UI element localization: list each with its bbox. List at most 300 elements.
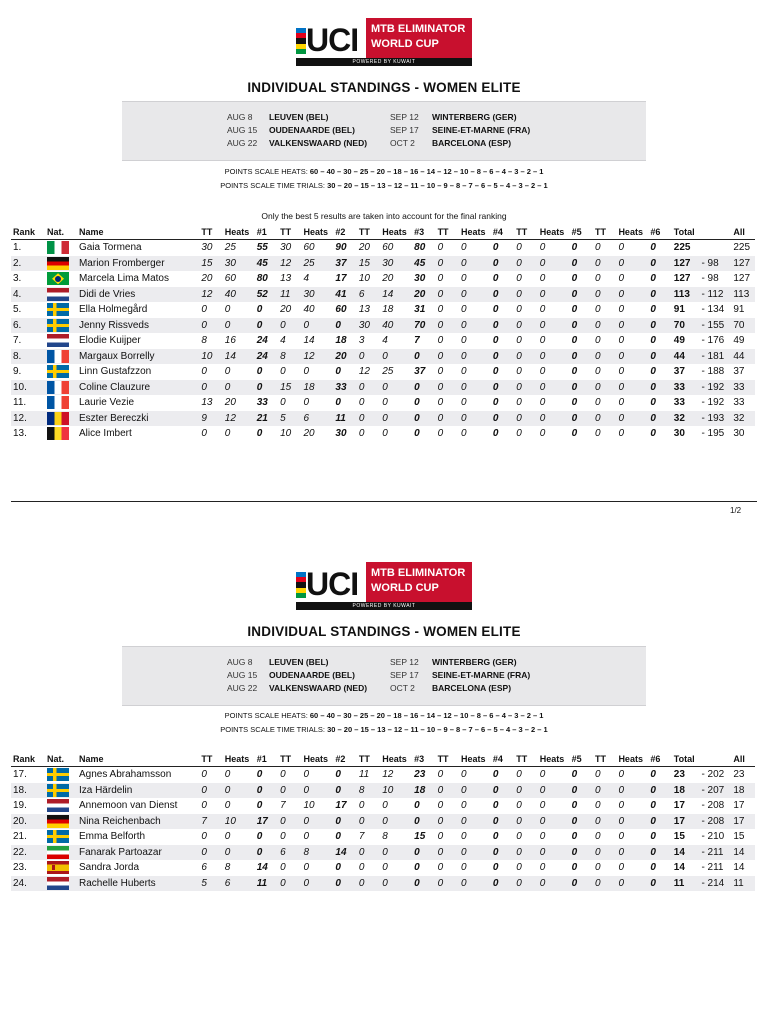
points-cell: 0 xyxy=(618,350,624,362)
race-total-cell: 31 xyxy=(414,304,426,316)
points-cell: 0 xyxy=(358,800,365,812)
race-total-cell: 0 xyxy=(492,288,499,300)
points-cell: 0 xyxy=(382,800,388,812)
table-row xyxy=(11,318,755,334)
race-total-cell: 90 xyxy=(335,242,347,254)
race-total-cell: 21 xyxy=(256,412,268,424)
all-points-cell: 113 xyxy=(733,288,750,300)
race-total-cell: 0 xyxy=(414,862,420,874)
points-cell: 0 xyxy=(382,846,388,858)
race-total-cell: 14 xyxy=(256,862,268,874)
gap-cell: - 195 xyxy=(701,428,725,440)
points-cell: 0 xyxy=(539,800,546,812)
points-cell: 0 xyxy=(595,831,601,843)
race-total-cell: 0 xyxy=(650,304,656,316)
points-cell: 0 xyxy=(460,862,467,874)
table-row xyxy=(11,364,755,380)
nation-cell xyxy=(45,318,77,334)
points-cell: 0 xyxy=(516,412,522,424)
rank-cell: 10. xyxy=(13,381,27,393)
points-cell: 0 xyxy=(539,412,546,424)
points-cell: 0 xyxy=(382,862,388,874)
table-row xyxy=(11,767,755,783)
gap-cell: - 193 xyxy=(701,412,725,424)
points-cell: 12 xyxy=(280,257,292,269)
rank-cell: 5. xyxy=(13,304,22,316)
race-total-cell: 17 xyxy=(335,800,347,812)
gap-cell: - 208 xyxy=(701,815,725,827)
table-row xyxy=(11,783,755,799)
nation-cell xyxy=(45,814,77,830)
table-row xyxy=(11,333,755,349)
points-cell: 0 xyxy=(303,831,310,843)
race-total-cell: 7 xyxy=(414,335,420,347)
column-header: TT xyxy=(280,754,292,764)
column-header: Heats xyxy=(224,754,250,764)
points-cell: 0 xyxy=(358,815,365,827)
race-total-cell: 0 xyxy=(650,381,656,393)
nation-cell xyxy=(45,876,77,892)
rank-cell: 7. xyxy=(13,335,22,347)
points-cell: 0 xyxy=(539,769,546,781)
rider-name: Marcela Lima Matos xyxy=(78,273,169,285)
race-total-cell: 0 xyxy=(650,273,656,285)
event-date: OCT 2 xyxy=(390,683,415,693)
table-row xyxy=(11,271,755,287)
total-cell: 70 xyxy=(673,319,685,331)
total-cell: 37 xyxy=(673,366,685,378)
points-cell: 0 xyxy=(539,815,546,827)
points-cell: 0 xyxy=(201,304,207,316)
points-cell: 0 xyxy=(280,877,286,889)
table-row xyxy=(11,798,755,814)
race-total-cell: 0 xyxy=(256,784,263,796)
rider-name: Gaia Tormena xyxy=(78,242,142,254)
event-city: OUDENAARDE (BEL) xyxy=(269,125,355,135)
flag-bra-icon xyxy=(47,272,69,285)
points-cell: 60 xyxy=(303,242,315,254)
event-date: SEP 12 xyxy=(390,657,419,667)
race-total-cell: 37 xyxy=(335,257,347,269)
points-cell: 0 xyxy=(595,769,601,781)
points-cell: 0 xyxy=(516,304,522,316)
race-total-cell: 0 xyxy=(492,350,499,362)
nation-cell xyxy=(45,829,77,845)
race-total-cell: 15 xyxy=(414,831,426,843)
column-header: Total xyxy=(673,227,695,237)
column-header: Heats xyxy=(460,227,486,237)
points-cell: 30 xyxy=(382,257,394,269)
race-total-cell: 23 xyxy=(414,769,426,781)
events-box xyxy=(122,646,646,706)
logo-uci-text: UCI xyxy=(306,22,359,58)
points-cell: 0 xyxy=(618,304,624,316)
race-total-cell: 24 xyxy=(256,350,268,362)
total-cell: 44 xyxy=(673,350,685,362)
points-cell: 0 xyxy=(437,815,444,827)
nation-cell xyxy=(45,271,77,287)
points-cell: 25 xyxy=(303,257,315,269)
race-total-cell: 0 xyxy=(571,273,578,285)
gap-cell: - 98 xyxy=(701,257,719,269)
flag-rou-icon xyxy=(47,412,69,425)
points-cell: 0 xyxy=(595,304,601,316)
points-cell: 12 xyxy=(303,350,315,362)
points-cell: 0 xyxy=(516,397,522,409)
points-cell: 0 xyxy=(516,273,522,285)
column-header: Heats xyxy=(539,754,565,764)
all-points-cell: 17 xyxy=(733,815,745,827)
column-header: TT xyxy=(358,227,370,237)
flag-swe-icon xyxy=(47,830,69,843)
points-cell: 0 xyxy=(280,784,286,796)
points-cell: 0 xyxy=(460,381,467,393)
points-cell: 0 xyxy=(460,831,467,843)
column-header: #5 xyxy=(571,754,582,764)
points-cell: 0 xyxy=(595,242,601,254)
points-cell: 0 xyxy=(516,800,522,812)
column-header: #1 xyxy=(256,227,267,237)
flag-swe-icon xyxy=(47,784,69,797)
race-total-cell: 0 xyxy=(650,815,656,827)
points-cell: 0 xyxy=(201,366,207,378)
points-cell: 30 xyxy=(280,242,292,254)
race-total-cell: 17 xyxy=(335,273,347,285)
nation-cell xyxy=(45,783,77,799)
points-cell: 0 xyxy=(595,381,601,393)
rider-name: Emma Belforth xyxy=(78,831,146,843)
column-header: #2 xyxy=(335,227,346,237)
points-cell: 0 xyxy=(437,831,444,843)
points-cell: 0 xyxy=(460,242,467,254)
points-cell: 0 xyxy=(595,877,601,889)
all-points-cell: 17 xyxy=(733,800,745,812)
points-cell: 0 xyxy=(280,319,286,331)
rank-cell: 9. xyxy=(13,366,22,378)
points-cell: 0 xyxy=(201,428,207,440)
points-cell: 30 xyxy=(358,319,370,331)
column-header: #2 xyxy=(335,754,346,764)
page-number: 1/2 xyxy=(730,506,742,515)
points-cell: 60 xyxy=(382,242,394,254)
race-total-cell: 0 xyxy=(492,242,499,254)
points-cell: 0 xyxy=(618,831,624,843)
table-row xyxy=(11,380,755,396)
points-cell: 4 xyxy=(382,335,388,347)
points-cell: 0 xyxy=(539,242,546,254)
event-date: AUG 22 xyxy=(227,138,258,148)
points-cell: 18 xyxy=(303,381,315,393)
points-scale-heats: POINTS SCALE HEATS: 60 – 40 – 30 – 25 – 20 – 18 – 16 – 14 – 12 – 10 – 8 – 6 – 4 – 3 – 2 – 1 xyxy=(224,711,544,720)
column-header: Heats xyxy=(460,754,486,764)
rank-cell: 18. xyxy=(13,784,27,796)
points-cell: 0 xyxy=(516,366,522,378)
points-cell: 5 xyxy=(280,412,286,424)
points-cell: 40 xyxy=(224,288,236,300)
points-cell: 10 xyxy=(358,273,370,285)
points-cell: 0 xyxy=(437,257,444,269)
gap-cell: - 211 xyxy=(701,846,724,858)
points-cell: 10 xyxy=(280,428,292,440)
column-header: Total xyxy=(673,754,695,764)
all-points-cell: 18 xyxy=(733,784,745,796)
rank-cell: 19. xyxy=(13,800,27,812)
points-cell: 0 xyxy=(460,366,467,378)
column-header: TT xyxy=(437,227,449,237)
points-cell: 15 xyxy=(201,257,213,269)
points-cell: 13 xyxy=(201,397,213,409)
points-cell: 0 xyxy=(224,831,231,843)
page-title: INDIVIDUAL STANDINGS - WOMEN ELITE xyxy=(247,80,521,95)
points-cell: 8 xyxy=(224,862,231,874)
race-total-cell: 0 xyxy=(650,784,656,796)
points-cell: 20 xyxy=(224,397,236,409)
total-cell: 15 xyxy=(673,831,685,843)
events-box xyxy=(122,101,646,161)
all-points-cell: 49 xyxy=(733,335,745,347)
points-cell: 20 xyxy=(201,273,213,285)
column-header: Heats xyxy=(382,227,407,237)
rank-cell: 8. xyxy=(13,350,22,362)
rider-name: Nina Reichenbach xyxy=(78,815,161,827)
event-city: VALKENSWAARD (NED) xyxy=(269,138,368,148)
event-date: AUG 15 xyxy=(227,125,258,135)
race-total-cell: 0 xyxy=(256,428,263,440)
points-cell: 0 xyxy=(437,288,444,300)
points-cell: 0 xyxy=(595,397,601,409)
flag-swe-icon xyxy=(47,319,69,332)
column-header: Rank xyxy=(13,754,36,764)
table-row xyxy=(11,426,755,442)
table-row xyxy=(11,240,755,256)
points-cell: 0 xyxy=(224,769,231,781)
points-cell: 0 xyxy=(437,846,444,858)
points-cell: 0 xyxy=(539,862,546,874)
race-total-cell: 0 xyxy=(650,242,656,254)
rider-name: Alice Imbert xyxy=(78,428,132,440)
all-points-cell: 30 xyxy=(733,428,745,440)
event-date: AUG 8 xyxy=(227,112,253,122)
logo-line2: WORLD CUP xyxy=(371,582,439,594)
race-total-cell: 0 xyxy=(492,335,499,347)
total-cell: 33 xyxy=(673,381,685,393)
race-total-cell: 0 xyxy=(571,381,578,393)
points-cell: 0 xyxy=(224,428,231,440)
points-cell: 11 xyxy=(358,769,370,781)
points-cell: 9 xyxy=(201,412,207,424)
race-total-cell: 0 xyxy=(492,428,499,440)
event-city: VALKENSWAARD (NED) xyxy=(269,683,368,693)
rider-name: Ella Holmegård xyxy=(78,304,148,316)
points-cell: 11 xyxy=(280,288,291,300)
table-end-rule xyxy=(11,501,757,502)
points-cell: 0 xyxy=(437,862,444,874)
gap-cell: - 192 xyxy=(701,381,725,393)
points-cell: 8 xyxy=(382,831,388,843)
points-cell: 0 xyxy=(280,862,286,874)
rider-name: Linn Gustafzzon xyxy=(78,366,152,378)
race-total-cell: 0 xyxy=(571,257,578,269)
points-cell: 25 xyxy=(224,242,236,254)
all-points-cell: 127 xyxy=(733,273,751,285)
table-row xyxy=(11,349,755,365)
points-cell: 0 xyxy=(595,366,601,378)
points-cell: 0 xyxy=(618,273,624,285)
points-cell: 0 xyxy=(303,862,310,874)
points-cell: 0 xyxy=(618,288,624,300)
flag-ger-icon xyxy=(47,257,69,270)
points-cell: 0 xyxy=(303,815,310,827)
points-cell: 6 xyxy=(358,288,365,300)
race-total-cell: 0 xyxy=(492,381,499,393)
points-cell: 0 xyxy=(358,862,365,874)
flag-ita-icon xyxy=(47,241,69,254)
nation-cell xyxy=(45,240,77,256)
rank-cell: 23. xyxy=(13,862,27,874)
race-total-cell: 0 xyxy=(335,862,341,874)
points-cell: 0 xyxy=(460,304,467,316)
column-header: Heats xyxy=(303,754,329,764)
column-header: TT xyxy=(516,754,528,764)
points-cell: 30 xyxy=(201,242,213,254)
points-cell: 0 xyxy=(280,769,286,781)
points-cell: 0 xyxy=(539,877,546,889)
page-title: INDIVIDUAL STANDINGS - WOMEN ELITE xyxy=(247,624,521,639)
points-cell: 0 xyxy=(539,319,546,331)
table-row xyxy=(11,256,755,272)
points-cell: 0 xyxy=(437,784,444,796)
race-total-cell: 0 xyxy=(256,800,263,812)
rank-cell: 22. xyxy=(13,846,27,858)
gap-cell: - 155 xyxy=(701,319,725,331)
points-cell: 6 xyxy=(303,412,310,424)
points-cell: 0 xyxy=(437,242,444,254)
race-total-cell: 0 xyxy=(650,288,656,300)
total-cell: 11 xyxy=(673,877,685,889)
points-cell: 0 xyxy=(303,397,310,409)
nation-cell xyxy=(45,860,77,876)
points-cell: 6 xyxy=(224,877,231,889)
flag-bel-icon xyxy=(47,427,69,440)
flag-swe-icon xyxy=(47,303,69,316)
rank-cell: 24. xyxy=(13,877,27,889)
race-total-cell: 0 xyxy=(571,397,578,409)
event-date: AUG 15 xyxy=(227,670,258,680)
race-total-cell: 0 xyxy=(492,412,499,424)
race-total-cell: 24 xyxy=(256,335,268,347)
points-cell: 0 xyxy=(437,769,444,781)
points-cell: 12 xyxy=(201,288,213,300)
points-cell: 0 xyxy=(382,877,388,889)
points-cell: 0 xyxy=(280,831,286,843)
points-cell: 0 xyxy=(618,862,624,874)
race-total-cell: 33 xyxy=(335,381,347,393)
rider-name: Iza Härdelin xyxy=(78,784,133,796)
nation-cell xyxy=(45,349,77,365)
column-header: All xyxy=(733,754,745,764)
event-date: SEP 12 xyxy=(390,112,419,122)
nation-cell xyxy=(45,256,77,272)
flag-swe-icon xyxy=(47,365,69,378)
logo-powered: POWERED BY KUWAIT xyxy=(296,602,472,610)
points-cell: 0 xyxy=(460,257,467,269)
race-total-cell: 0 xyxy=(650,831,656,843)
points-cell: 60 xyxy=(224,273,236,285)
event-date: AUG 22 xyxy=(227,683,258,693)
points-cell: 7 xyxy=(358,831,365,843)
logo-line1: MTB ELIMINATOR xyxy=(371,567,466,579)
points-cell: 0 xyxy=(618,257,624,269)
points-cell: 0 xyxy=(437,397,444,409)
race-total-cell: 0 xyxy=(414,412,420,424)
points-cell: 10 xyxy=(224,815,236,827)
gap-cell: - 98 xyxy=(701,273,719,285)
points-cell: 0 xyxy=(382,350,388,362)
race-total-cell: 0 xyxy=(335,831,341,843)
points-cell: 0 xyxy=(201,319,207,331)
points-cell: 0 xyxy=(460,412,467,424)
points-scale-heats: POINTS SCALE HEATS: 60 – 40 – 30 – 25 – 20 – 18 – 16 – 14 – 12 – 10 – 8 – 6 – 4 – 3 – 2 – 1 xyxy=(224,167,544,176)
points-cell: 14 xyxy=(303,335,315,347)
total-cell: 127 xyxy=(673,273,691,285)
rank-cell: 11. xyxy=(13,397,27,409)
total-cell: 49 xyxy=(673,335,685,347)
rank-cell: 20. xyxy=(13,815,27,827)
rider-name: Sandra Jorda xyxy=(78,862,140,874)
column-header: Heats xyxy=(539,227,565,237)
column-header: Name xyxy=(78,754,104,764)
race-total-cell: 0 xyxy=(571,350,578,362)
points-cell: 0 xyxy=(382,381,388,393)
points-cell: 0 xyxy=(201,769,207,781)
best-results-note: Only the best 5 results are taken into account for the final ranking xyxy=(261,211,507,221)
all-points-cell: 225 xyxy=(733,242,751,254)
points-cell: 0 xyxy=(460,877,467,889)
logo-powered: POWERED BY KUWAIT xyxy=(296,58,472,66)
race-total-cell: 33 xyxy=(256,397,268,409)
race-total-cell: 0 xyxy=(650,335,656,347)
points-cell: 0 xyxy=(516,350,522,362)
points-cell: 0 xyxy=(539,335,546,347)
table-row xyxy=(11,395,755,411)
race-total-cell: 0 xyxy=(335,319,341,331)
race-total-cell: 0 xyxy=(256,304,263,316)
points-cell: 0 xyxy=(618,846,624,858)
race-total-cell: 18 xyxy=(335,335,347,347)
points-cell: 0 xyxy=(460,769,467,781)
points-cell: 0 xyxy=(437,366,444,378)
points-cell: 0 xyxy=(437,304,444,316)
event-city: WINTERBERG (GER) xyxy=(432,657,517,667)
points-cell: 13 xyxy=(280,273,292,285)
nation-cell xyxy=(45,287,77,303)
race-total-cell: 0 xyxy=(492,862,499,874)
race-total-cell: 14 xyxy=(335,846,347,858)
total-cell: 113 xyxy=(673,288,690,300)
points-cell: 0 xyxy=(224,319,231,331)
total-cell: 30 xyxy=(673,428,685,440)
nation-cell xyxy=(45,798,77,814)
points-cell: 0 xyxy=(358,846,365,858)
column-header: Rank xyxy=(13,227,36,237)
event-city: SEINE-ET-MARNE (FRA) xyxy=(432,125,531,135)
points-cell: 0 xyxy=(437,800,444,812)
points-cell: 0 xyxy=(460,319,467,331)
points-cell: 8 xyxy=(280,350,286,362)
points-cell: 0 xyxy=(437,381,444,393)
points-cell: 0 xyxy=(539,381,546,393)
points-cell: 40 xyxy=(303,304,315,316)
